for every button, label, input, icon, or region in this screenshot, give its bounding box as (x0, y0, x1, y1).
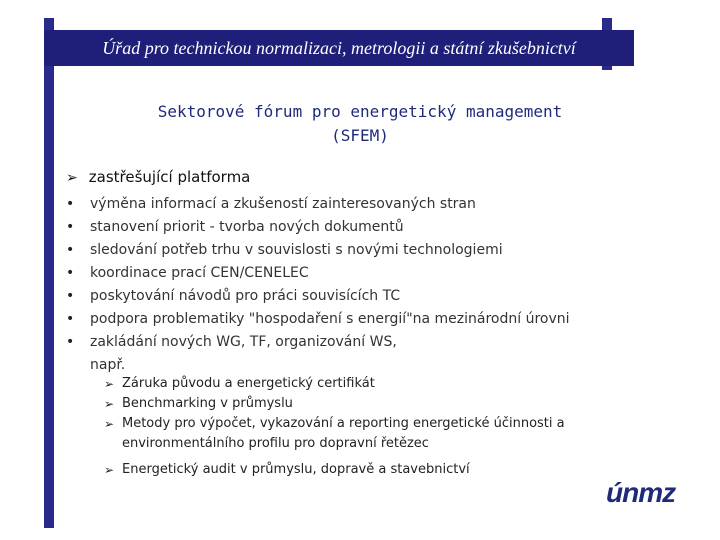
bullet-list (66, 193, 666, 376)
bullet-dot-icon: • (66, 334, 75, 350)
arrow-bullet-icon: ➢ (104, 463, 115, 477)
main-point (66, 168, 626, 186)
bullet-item (66, 193, 666, 216)
bullet-dot-icon: • (66, 219, 75, 235)
subtitle-line-2: (SFEM) (331, 126, 389, 145)
sub-bullet-item (104, 394, 624, 414)
left-accent-bar (44, 18, 54, 528)
bullet-item (66, 331, 666, 354)
logo-text: únmz (606, 477, 676, 508)
bullet-item (66, 262, 666, 285)
bullet-text: stanovení priorit - tvorba nových dokumentů (90, 219, 404, 235)
bullet-dot-icon: • (66, 242, 75, 258)
bullet-text: podpora problematiky "hospodaření s energií"na mezinárodní úrovni (90, 311, 570, 327)
bullet-item (66, 239, 666, 262)
sub-bullet-text: Benchmarking v průmyslu (122, 396, 293, 411)
sub-bullet-item (104, 374, 624, 394)
arrow-bullet-icon: ➢ (104, 397, 115, 411)
bullet-dot-icon: • (66, 288, 75, 304)
sub-bullet-text: Metody pro výpočet, vykazování a reporting energetické účinnosti a environmentálního profilu pro dopravní řetězec (122, 416, 565, 451)
bullet-text: koordinace prací CEN/CENELEC (90, 265, 309, 281)
sub-bullet-text: Záruka původu a energetický certifikát (122, 376, 375, 391)
slide-subtitle (70, 100, 650, 148)
bullet-item (66, 216, 666, 239)
sub-bullet-item (104, 460, 624, 480)
bullet-text: zakládání nových WG, TF, organizování WS, (90, 334, 397, 350)
sub-bullet-item (104, 414, 624, 454)
subtitle-line-1: Sektorové fórum pro energetický management (157, 102, 563, 121)
main-point-text: zastřešující platforma (88, 168, 251, 186)
bullet-item (66, 308, 666, 331)
bullet-text: výměna informací a zkušeností zainteresovaných stran (90, 196, 476, 212)
bullet-dot-icon: • (66, 265, 75, 281)
bullet-dot-icon: • (66, 196, 75, 212)
sub-bullet-list (104, 374, 624, 480)
bullet-text: sledování potřeb trhu v souvislosti s novými technologiemi (90, 242, 503, 258)
bullet-text: poskytování návodů pro práci souvisících TC (90, 288, 401, 304)
header-title: Úřad pro technickou normalizaci, metrologii a státní zkušebnictví (102, 38, 576, 58)
arrow-bullet-icon: ➢ (104, 377, 115, 391)
bullet-item (66, 285, 666, 308)
sub-bullet-text: Energetický audit v průmyslu, dopravě a stavebnictví (122, 462, 470, 477)
arrow-bullet-icon: ➢ (66, 170, 78, 186)
bullet-dot-icon: • (66, 311, 75, 327)
bullet-continuation: např. (90, 357, 126, 373)
unmz-logo (604, 470, 688, 510)
arrow-bullet-icon: ➢ (104, 417, 115, 431)
